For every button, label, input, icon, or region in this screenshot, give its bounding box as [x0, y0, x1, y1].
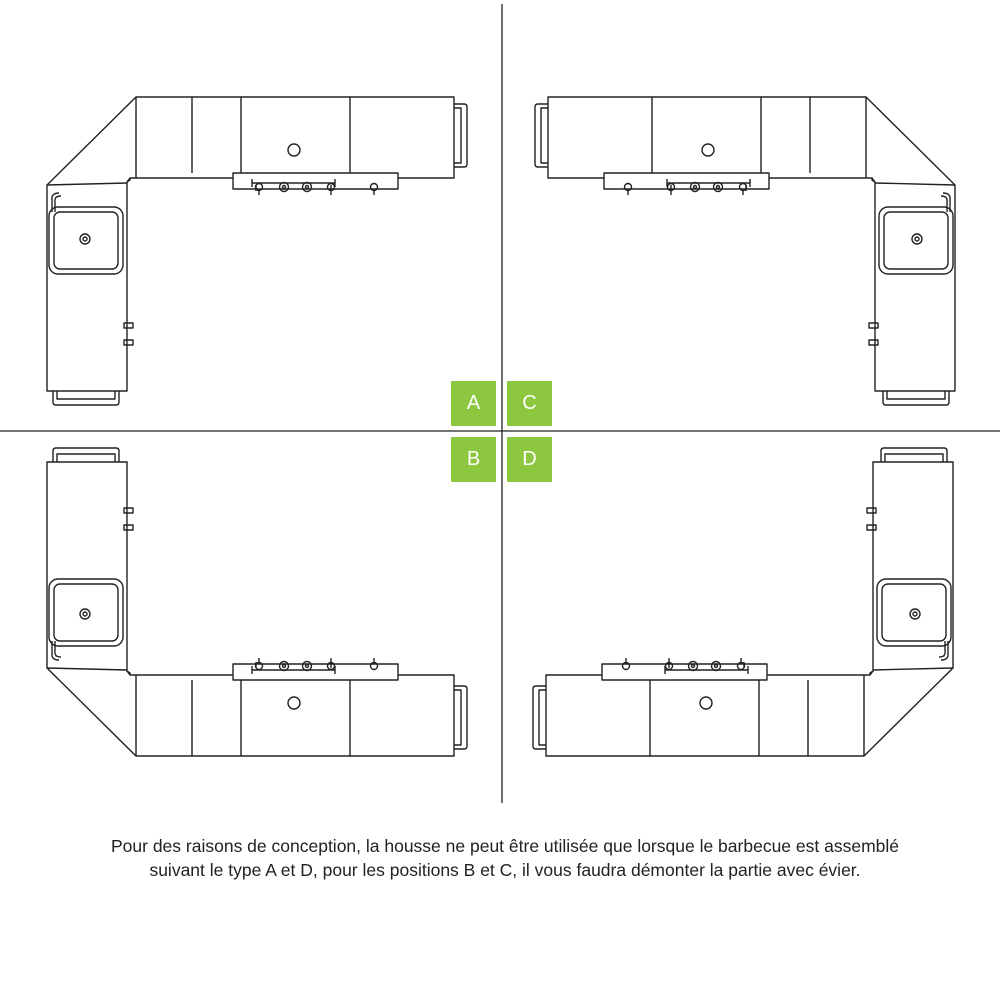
- caption-line-1: Pour des raisons de conception, la housse ne peut être utilisée que lorsque le barbecue est assemblé: [111, 836, 899, 856]
- caption-line-2: suivant le type A et D, pour les positions B et C, il vous faudra démonter la partie avec évier.: [149, 860, 861, 880]
- position-label-d: D: [507, 437, 552, 482]
- position-label-c: C: [507, 381, 552, 426]
- layout-a-unit: [47, 97, 467, 405]
- position-label-a: A: [451, 381, 496, 426]
- layout-c-unit: [535, 97, 955, 405]
- layout-d-unit: [533, 448, 953, 756]
- caption: [40, 834, 970, 882]
- position-label-b: B: [451, 437, 496, 482]
- layout-b-unit: [47, 448, 467, 756]
